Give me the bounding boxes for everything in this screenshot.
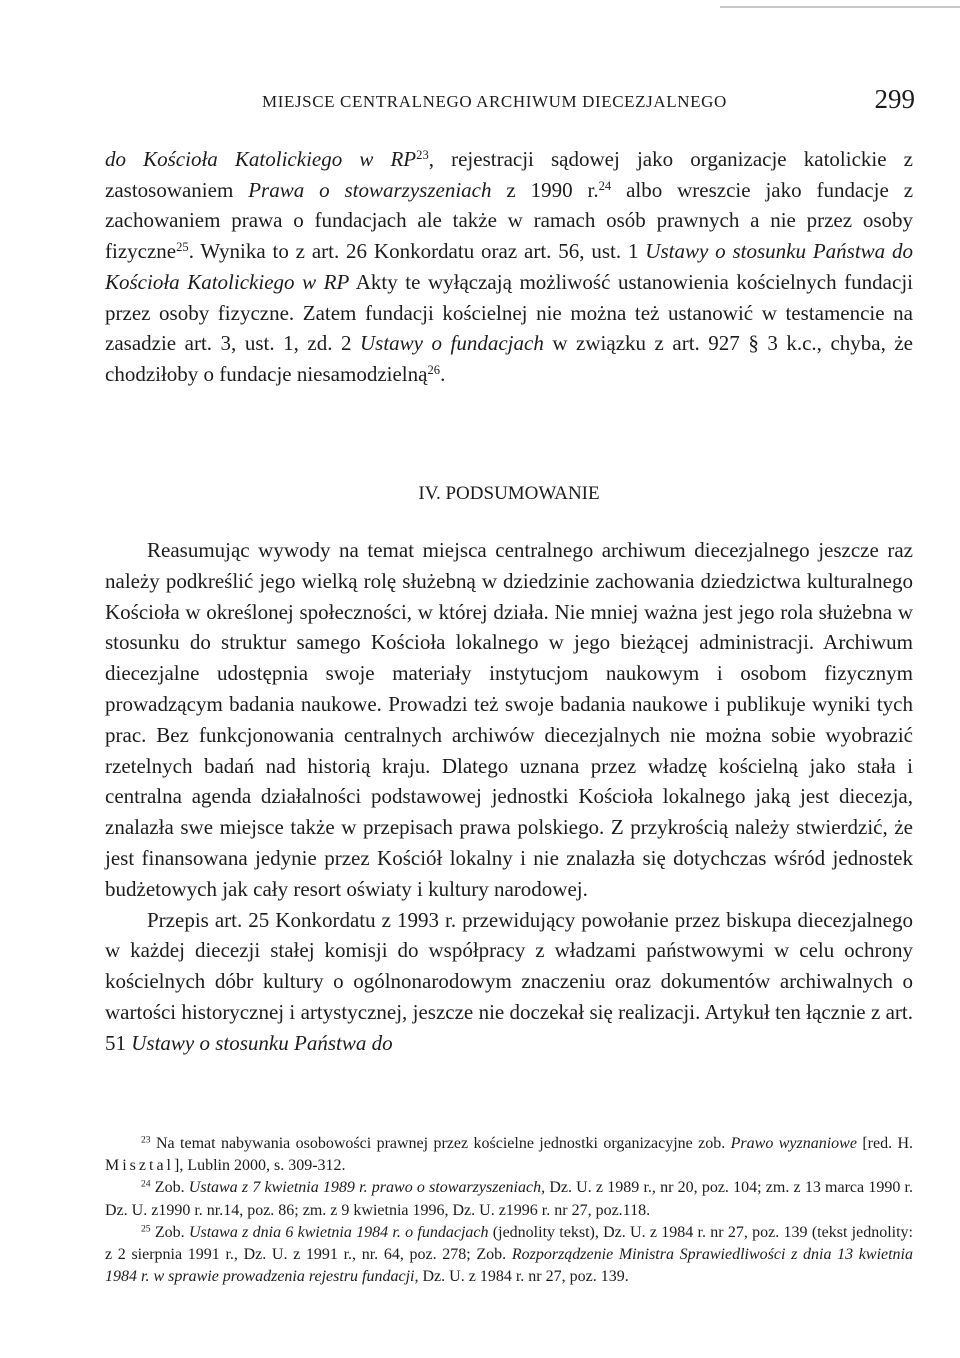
- footnote-23: [105, 1133, 913, 1177]
- text-run: Dz. U. z 1984 r. nr 27, poz. 139.: [418, 1268, 629, 1286]
- footnote-24: [105, 1177, 913, 1221]
- text-run: [red. H.: [856, 1135, 914, 1152]
- italic-title: Prawa o stowarzyszeniach: [248, 177, 492, 202]
- paragraph-1: [105, 144, 913, 390]
- text-run: , rejestracji sądowej jako organizacje katolickie z zastosowaniem: [105, 147, 913, 202]
- italic-title: Ustawa z dnia 6 kwietnia 1984 r. o fundacjach: [188, 1223, 489, 1241]
- footnotes: [105, 1133, 913, 1288]
- footnote-ref[interactable]: 24: [598, 178, 612, 193]
- page-number: 299: [874, 84, 915, 114]
- section-heading: IV. PODSUMOWANIE: [418, 483, 600, 504]
- spaced-name: Misztal: [105, 1157, 174, 1175]
- text-run: . Wynika to z art. 26 Konkordatu oraz art. 56, ust. 1: [188, 239, 646, 264]
- scan-edge-line: [720, 6, 960, 8]
- paragraph-2: Reasumując wywody na temat miejsca centralnego archiwum diecezjalnego jeszcze raz należy podkreślić jego wielką rolę służebną w dziedzinie zachowania dziedzictwa kulturalnego Kościoła w określonej społeczności, w której działa. Nie mniej ważna jest jego rola służebna w stosunku do struktur samego Kościoła lokalnego w jego bieżącej administracji. Archiwum diecezjalne udostępnia swoje materiały instytucjom naukowym i osobom fizycznym prowadzącym badania naukowe. Prowadzi też swoje badania naukowe i publikuje wyniki tych prac. Bez funkcjonowania centralnych archiwów diecezjalnych nie można sobie wyobrazić rzetelnych badań nad historią kraju. Dlatego uznana przez władzę kościelną jako stała i centralna agenda działalności podstawowej jednostki Kościoła lokalnego jaką jest diecezja, znalazła swe miejsce także w przepisach prawa polskiego. Z przykrością należy stwierdzić, że jest finansowana jedynie przez Kościół lokalny i nie znalazła się dotychczas wśród jednostek budżetowych jak cały resort oświaty i kultury narodowej.: [105, 538, 913, 901]
- footnote-number: 25: [141, 1223, 151, 1235]
- text-run: Dz. U. z 1989 r., nr 20, poz. 104; zm. z 13 marca 1990 r. Dz. U. z1990 r. nr.14, poz. 86; zm. z 9 kwietnia 1996, Dz. U. z1996 r. nr 27, poz.118.: [105, 1179, 913, 1219]
- page-header: [105, 84, 915, 124]
- text-run: z 1990 r.: [491, 177, 599, 202]
- footnote-ref[interactable]: 26: [427, 363, 441, 377]
- text-run: albo wreszcie jako fundacje z zachowaniem prawa o fundacjach ale także w ramach osób prawnych a nie przez osoby fizyczne: [105, 177, 914, 264]
- footnote-ref[interactable]: 23: [416, 148, 429, 163]
- italic-title: Ustawa z 7 kwietnia 1989 r. prawo o stowarzyszeniach,: [188, 1179, 546, 1197]
- footnote-number: 24: [141, 1179, 151, 1191]
- paragraph-continued: [105, 144, 913, 390]
- text-run: w związku z art. 927 § 3 k.c., chyba, że chodziłoby o fundacje niesamodzielną: [105, 331, 914, 386]
- text-run: Zob.: [150, 1179, 189, 1197]
- italic-title: Ustawy o stosunku Państwa do: [131, 1030, 393, 1055]
- section-body: [105, 535, 913, 1059]
- text-run: .: [440, 361, 446, 386]
- text-run: Akty te wyłączają możliwość ustanowienia kościelnych fundacji przez osoby fizyczne. Zatem fundacji kościelnej nie można też ustanowić w testamencie na zasadzie art. 3, ust. 1, zd. 2: [105, 269, 913, 356]
- italic-title: Rozporządzenie Ministra Sprawiedliwości z dnia 13 kwietnia 1984 r. w sprawie prowadzenia rejestru fundacji,: [105, 1246, 914, 1286]
- text-run: Na temat nabywania osobowości prawnej przez kościelne jednostki organizacyjne zob.: [150, 1135, 731, 1152]
- paragraph-3: [105, 905, 913, 1059]
- running-head: MIEJSCE CENTRALNEGO ARCHIWUM DIECEZJALNEGO: [262, 92, 727, 111]
- footnote-25: [105, 1222, 913, 1289]
- italic-title: Ustawy o stosunku Państwa do Kościoła Katolickiego w RP: [105, 239, 913, 294]
- footnote-ref[interactable]: 25: [176, 240, 189, 255]
- italic-title: Ustawy o fundacjach: [359, 331, 544, 356]
- text-run: (jednolity tekst), Dz. U. z 1984 r. nr 27, poz. 139 (tekst jednolity: z 2 sierpnia 1991 r., Dz. U. z 1991 r., nr. 64, poz. 278; Zob.: [105, 1223, 913, 1264]
- italic-title: do Kościoła Katolickiego w RP: [105, 147, 417, 171]
- text-run: Przepis art. 25 Konkordatu z 1993 r. przewidujący powołanie przez biskupa diecezjalnego w każdej diecezji stałej komisji do współpracy z władzami państwowymi w celu ochrony kościelnych dóbr kultury o ogólnonarodowym znaczeniu oraz dokumentów archiwalnych o wartości historycznej i artystycznej, jeszcze nie doczekał się realizacji. Artykuł ten łącznie z art. 51: [105, 907, 913, 1055]
- text-run: ], Lublin 2000, s. 309-312.: [174, 1157, 346, 1175]
- italic-title: Prawo wyznaniowe: [730, 1135, 857, 1152]
- text-run: Zob.: [150, 1223, 189, 1241]
- footnote-number: 23: [141, 1134, 151, 1146]
